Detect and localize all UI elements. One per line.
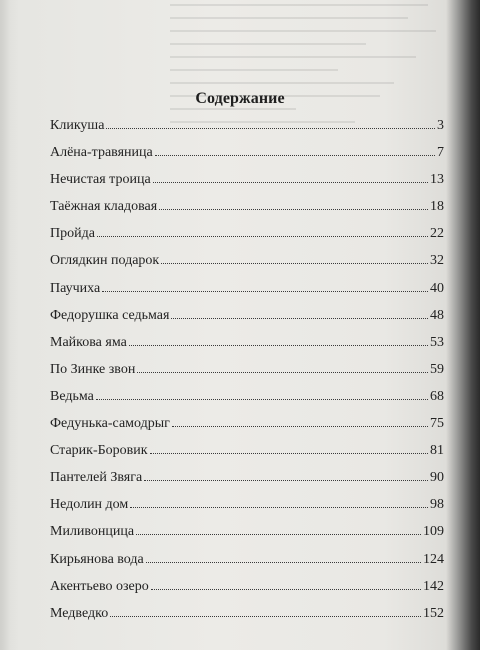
toc-entry bbox=[50, 335, 444, 362]
toc-entry bbox=[50, 552, 444, 579]
toc-entry bbox=[50, 362, 444, 389]
toc-entry-title: Пройда bbox=[50, 226, 95, 242]
toc-entry bbox=[50, 253, 444, 280]
toc-entry-title: Паучиха bbox=[50, 280, 101, 296]
toc-entry-title: Кликуша bbox=[50, 118, 105, 133]
toc-entry bbox=[50, 606, 444, 633]
dot-leader bbox=[102, 290, 428, 292]
toc-entry-title: Кирьянова вода bbox=[50, 551, 144, 567]
toc-entry-page: 32 bbox=[430, 253, 444, 269]
toc-entry bbox=[50, 145, 444, 172]
toc-entry-title: Таёжная кладовая bbox=[50, 199, 158, 215]
dot-leader bbox=[172, 425, 428, 427]
toc-entry-page: 59 bbox=[430, 361, 444, 377]
toc-entry-title: Алёна-травяница bbox=[50, 145, 153, 161]
page-title: Содержание bbox=[195, 90, 285, 107]
dot-leader bbox=[137, 371, 428, 373]
page-binding-shadow bbox=[446, 0, 480, 650]
dot-leader bbox=[96, 398, 428, 400]
dot-leader bbox=[136, 533, 421, 535]
dot-leader bbox=[159, 208, 428, 210]
dot-leader bbox=[151, 588, 421, 590]
dot-leader bbox=[97, 235, 428, 237]
toc-entry bbox=[50, 579, 444, 606]
toc-entry bbox=[50, 497, 444, 524]
toc-entry-page: 13 bbox=[430, 172, 444, 188]
table-of-contents bbox=[50, 118, 444, 633]
toc-entry-page: 98 bbox=[430, 497, 444, 513]
toc-entry bbox=[50, 308, 444, 335]
toc-entry-page: 142 bbox=[423, 578, 444, 594]
toc-entry bbox=[50, 416, 444, 443]
toc-entry-title: Федунька-самодрыг bbox=[50, 416, 170, 432]
toc-entry-page: 3 bbox=[437, 118, 444, 133]
toc-entry-page: 22 bbox=[430, 226, 444, 242]
toc-entry-page: 18 bbox=[430, 199, 444, 215]
toc-entry-page: 7 bbox=[437, 145, 444, 161]
toc-entry-page: 152 bbox=[423, 605, 444, 621]
toc-entry-title: По Зинке звон bbox=[50, 361, 136, 377]
dot-leader bbox=[161, 262, 428, 264]
dot-leader bbox=[106, 127, 435, 129]
toc-entry-title: Нечистая троица bbox=[50, 172, 151, 188]
toc-entry bbox=[50, 281, 444, 308]
dot-leader bbox=[171, 317, 428, 319]
dot-leader bbox=[150, 452, 428, 454]
dot-leader bbox=[110, 615, 421, 617]
toc-entry-page: 68 bbox=[430, 388, 444, 404]
toc-entry-page: 75 bbox=[430, 416, 444, 432]
toc-entry-title: Недолин дом bbox=[50, 497, 129, 513]
toc-entry-page: 48 bbox=[430, 307, 444, 323]
toc-entry-page: 109 bbox=[423, 524, 444, 540]
dot-leader bbox=[129, 344, 428, 346]
toc-entry bbox=[50, 172, 444, 199]
toc-entry-title: Ведьма bbox=[50, 388, 94, 404]
toc-entry-page: 53 bbox=[430, 334, 444, 350]
toc-entry-title: Старик-Боровик bbox=[50, 443, 148, 459]
toc-entry bbox=[50, 443, 444, 470]
dot-leader bbox=[153, 181, 428, 183]
toc-entry-title: Пантелей Звяга bbox=[50, 470, 143, 486]
dot-leader bbox=[144, 479, 428, 481]
dot-leader bbox=[155, 154, 435, 156]
toc-entry-page: 81 bbox=[430, 443, 444, 459]
toc-entry bbox=[50, 118, 444, 145]
toc-entry bbox=[50, 389, 444, 416]
dot-leader bbox=[146, 561, 421, 563]
toc-entry-title: Майкова яма bbox=[50, 334, 127, 350]
toc-entry-title: Медведко bbox=[50, 605, 109, 621]
toc-entry-title: Оглядкин подарок bbox=[50, 253, 160, 269]
toc-entry bbox=[50, 470, 444, 497]
toc-entry-title: Федорушка седьмая bbox=[50, 307, 170, 323]
dot-leader bbox=[130, 506, 428, 508]
toc-entry-title: Миливонцица bbox=[50, 524, 135, 540]
toc-entry bbox=[50, 524, 444, 551]
toc-entry-page: 90 bbox=[430, 470, 444, 486]
toc-entry-title: Акентьево озеро bbox=[50, 578, 149, 594]
toc-entry-page: 40 bbox=[430, 280, 444, 296]
toc-entry-page: 124 bbox=[423, 551, 444, 567]
toc-entry bbox=[50, 226, 444, 253]
toc-entry bbox=[50, 199, 444, 226]
